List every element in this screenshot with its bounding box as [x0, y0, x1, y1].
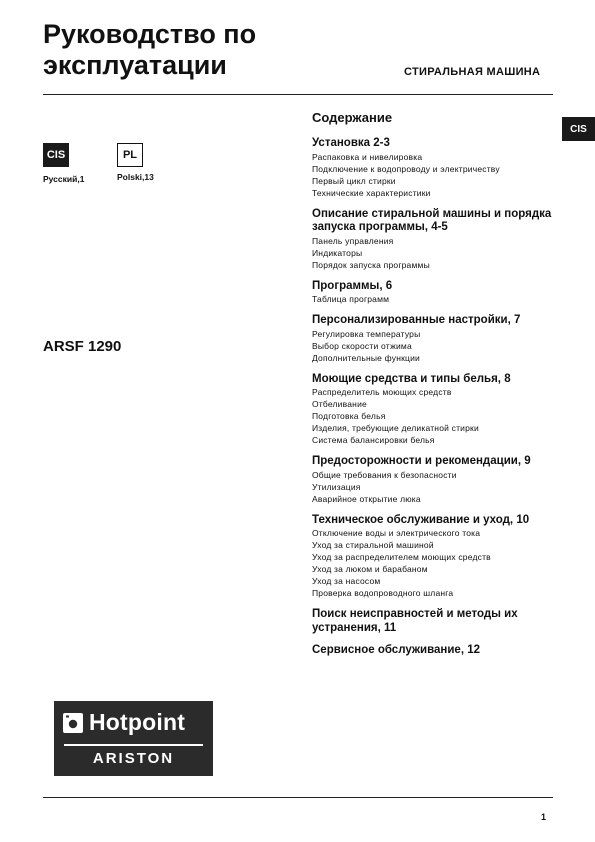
brand-logo — [54, 701, 213, 776]
toc-item: Таблица программ — [312, 294, 390, 304]
toc-item: Панель управления — [312, 235, 394, 246]
document-title: Руководство по эксплуатации — [43, 19, 257, 80]
toc-section-title: Моющие средства и типы белья, 8 — [312, 372, 511, 385]
toc-item: Уход за распределителем моющих средств — [312, 552, 491, 562]
language-label-pl: Polski,13 — [117, 172, 154, 182]
toc-section-title: Поиск неисправностей и методы их устранения, 11 — [312, 608, 518, 634]
header-divider — [43, 94, 553, 95]
toc-section-title: Техническое обслуживание и уход, 10 — [312, 513, 530, 526]
toc-heading: Содержание — [312, 110, 393, 125]
toc-section — [312, 608, 562, 635]
toc-section-title: Предосторожности и рекомендации, 9 — [312, 455, 531, 467]
side-language-tab: CIS — [562, 117, 595, 141]
toc-sections — [312, 137, 562, 658]
language-label-cis: Русский,1 — [43, 174, 85, 184]
toc-item: Технические характеристики — [312, 187, 431, 198]
toc-section — [312, 644, 562, 658]
toc-section — [312, 373, 562, 447]
toc-item: Уход за стиральной машиной — [312, 540, 434, 550]
footer-divider — [43, 797, 553, 798]
toc-item: Распаковка и нивелировка — [312, 151, 423, 162]
toc-item: Аварийное открытие люка — [312, 493, 421, 504]
toc-item: Порядок запуска программы — [312, 259, 430, 270]
toc-section — [312, 314, 562, 364]
logo-brand-name: Hotpoint — [89, 709, 186, 735]
logo-sub-brand: ARISTON — [92, 750, 175, 767]
toc-section-title: Установка 2-3 — [312, 137, 390, 149]
toc-item: Изделия, требующие деликатной стирки — [312, 423, 479, 433]
logo-divider — [64, 744, 203, 746]
toc-item: Дополнительные функции — [312, 352, 420, 363]
toc-item: Уход за насосом — [312, 576, 381, 586]
toc-section-title: Сервисное обслуживание, 12 — [312, 644, 481, 656]
page-number: 1 — [541, 812, 547, 822]
toc-section — [312, 137, 562, 199]
toc-item: Общие требования к безопасности — [312, 469, 457, 480]
toc-item: Система балансировки белья — [312, 435, 435, 445]
toc-item: Индикаторы — [312, 247, 363, 258]
toc-item: Отключение воды и электрического тока — [312, 528, 481, 538]
toc-item: Распределитель моющих средств — [312, 387, 452, 397]
toc-section-title: Персонализированные настройки, 7 — [312, 314, 521, 326]
toc-item: Утилизация — [312, 481, 361, 492]
toc-item: Отбеливание — [312, 399, 367, 409]
toc-item: Уход за люком и барабаном — [312, 564, 428, 574]
logo-top-row — [63, 709, 185, 736]
toc-item: Подготовка белья — [312, 411, 386, 421]
toc-item: Проверка водопроводного шланга — [312, 588, 454, 598]
table-of-contents — [312, 110, 562, 667]
toc-item: Выбор скорости отжима — [312, 340, 412, 351]
toc-section — [312, 514, 562, 600]
toc-item: Первый цикл стирки — [312, 175, 396, 186]
toc-item: Подключение к водопроводу и электричеству — [312, 163, 500, 174]
toc-section-title: Описание стиральной машины и порядка запуска программы, 4-5 — [312, 207, 552, 233]
toc-item: Регулировка температуры — [312, 328, 421, 339]
language-box-cis: CIS — [43, 143, 69, 167]
model-number: ARSF 1290 — [43, 338, 122, 355]
hotpoint-logo-icon — [63, 713, 83, 733]
toc-section-title: Программы, 6 — [312, 279, 393, 292]
toc-section — [312, 455, 562, 505]
toc-section — [312, 208, 562, 271]
toc-section — [312, 280, 562, 306]
language-box-pl: PL — [117, 143, 143, 167]
document-subtitle: СТИРАЛЬНАЯ МАШИНА — [404, 66, 541, 78]
